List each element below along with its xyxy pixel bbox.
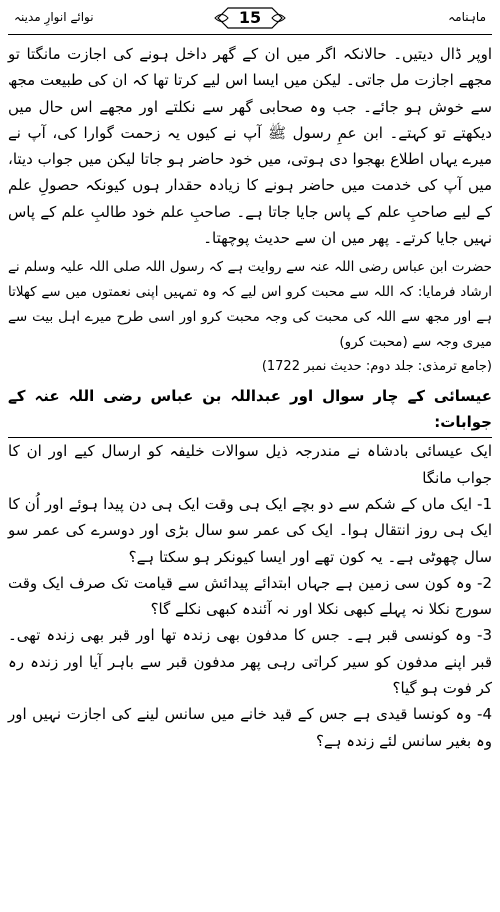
question-item: 3- وہ کونسی قبر ہے۔ جس کا مدفون بھی زندہ تھا اور قبر بھی زندہ تھی۔ قبر اپنے مدفون کو سیر کراتی رہی پھر مدفون قبر سے باہر آیا اور زندہ رہ کر فوت ہو گیا؟: [8, 626, 492, 698]
article-body: [8, 41, 492, 754]
paragraph-hadith: حضرت ابن عباس رضی اللہ عنہ سے روایت ہے کہ رسول اللہ صلی اللہ علیہ وسلم نے ارشاد فرمایا: کہ اللہ سے محبت کرو اس لیے کہ وہ تمہیں اپنی نعمتوں میں سے کھلاتا ہے اور مجھ سے اللہ کی محبت کی وجہ محبت کرو اور اسی طرح میرے اہل بیت سے میری وجہ سے (محبت کرو): [8, 259, 492, 351]
page-number-ornament: [214, 5, 286, 31]
page-number: 15: [238, 8, 262, 27]
page-header: [8, 4, 492, 35]
magazine-title: نوائے انوارِ مدینہ: [14, 10, 94, 24]
hadith-reference: (جامع ترمذی: جلد دوم: حدیث نمبر 1722): [261, 359, 492, 375]
question-item: 2- وہ کون سی زمین ہے جہاں ابتدائے پیدائش سے قیامت تک صرف ایک وقت سورج نکلا نہ پہلے کبھی نکلا اور نہ آئندہ کبھی نکلے گا؟: [8, 573, 492, 619]
question-item: 1- ایک ماں کے شکم سے دو بچے ایک ہی وقت ایک ہی دن پیدا ہوئے اور اُن کا ایک ہی روز انتقال ہوا۔ ایک کی عمر سو سال بڑی اور دوسرے کی عمر سو سال چھوٹی ہے۔ یہ کون تھے اور ایسا کیونکر ہو سکتا ہے؟: [8, 494, 492, 566]
section-heading: عیسائی کے چار سوال اور عبداللہ بن عباس رضی اللہ عنہ کے جوابات:: [8, 383, 492, 438]
paragraph-story: اوپر ڈال دیتیں۔ حالانکہ اگر میں ان کے گھر داخل ہونے کی اجازت مانگتا تو مجھے اجازت مل جاتی۔ لیکن میں ایسا اس لیے کرتا تھا کہ ان کی طبیعت مجھ سے خوش ہو جائے۔ جب وہ صحابی گھر سے نکلتے اور مجھے اس حال میں دیکھتے تو کہتے۔ ابن عمِ رسول ﷺ آپ نے کیوں یہ زحمت گوارا کی، آپ نے میرے یہاں اطلاع بھجوا دی ہوتی، میں خود حاضر ہو جاتا لیکن میں جواب دیتا، میں آپ کی خدمت میں حاضر ہونے کا زیادہ حقدار ہوں کیونکہ حصولِ علم کے لیے صاحبِ علم کے پاس جایا جاتا ہے۔ صاحبِ علم خود طالبِ علم کے پاس نہیں جایا کرتے۔ پھر میں ان سے حدیث پوچھتا۔: [8, 45, 492, 248]
magazine-label: ماہنامہ: [448, 10, 486, 24]
section-intro: ایک عیسائی بادشاہ نے مندرجہ ذیل سوالات خلیفہ کو ارسال کیے اور ان کا جواب مانگا: [8, 442, 492, 487]
question-item: 4- وہ کونسا قیدی ہے جس کے قید خانے میں سانس لینے کی اجازت نہیں اور وہ بغیر سانس لئے زندہ ہے؟: [8, 705, 492, 750]
